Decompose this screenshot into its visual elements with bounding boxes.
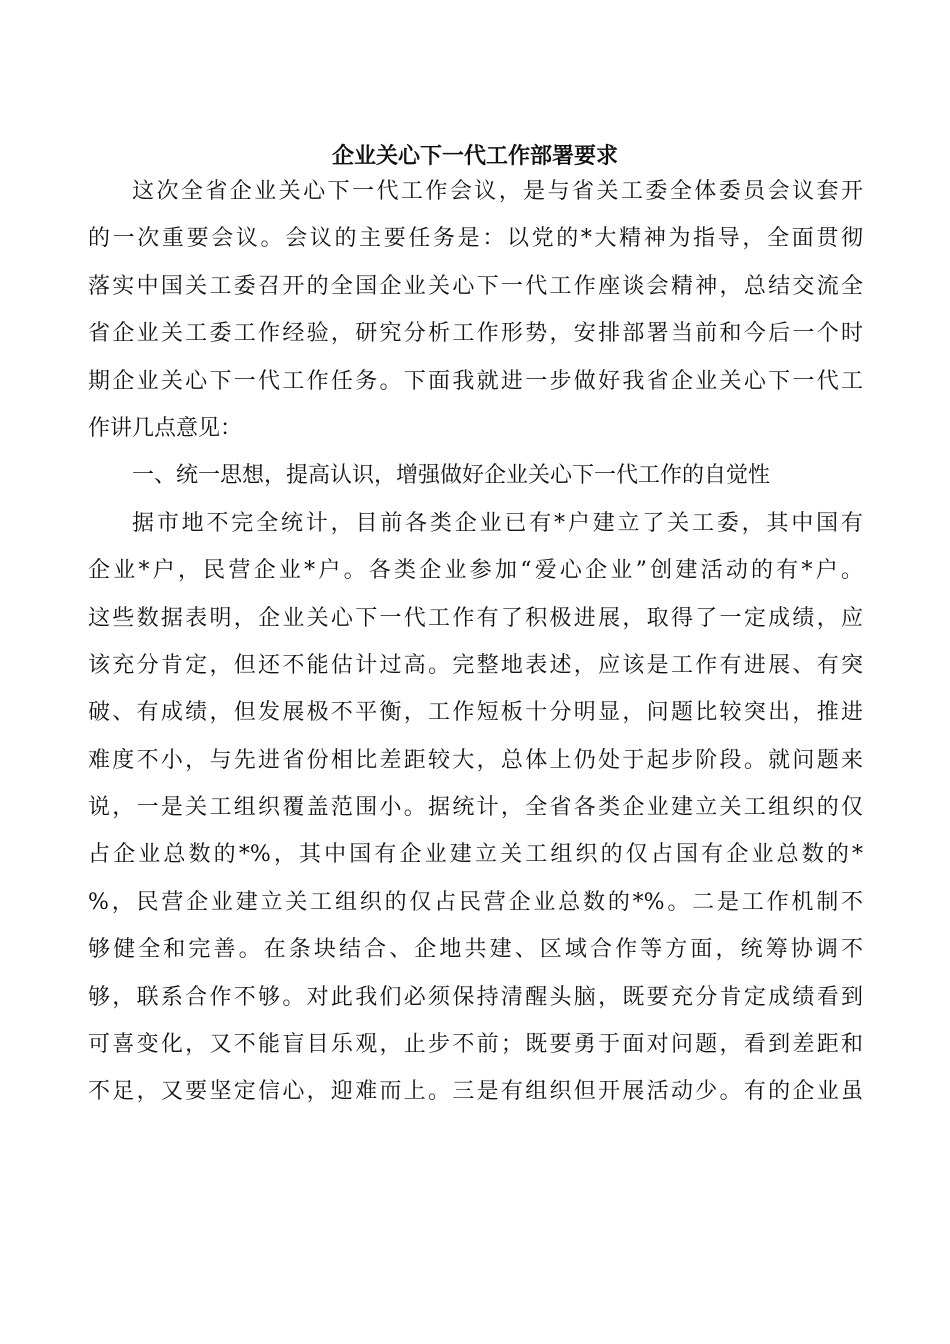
paragraph-1-line-5: 期企业关心下一代工作任务。下面我就进一步做好我省企业关心下一代工	[88, 368, 863, 394]
paragraph-1-line-3: 落实中国关工委召开的全国企业关心下一代工作座谈会精神，总结交流全	[88, 273, 863, 299]
paragraph-2-line-5: 破、有成绩，但发展极不平衡，工作短板十分明显，问题比较突出，推进	[88, 700, 863, 726]
document-title: 企业关心下一代工作部署要求	[331, 143, 618, 169]
paragraph-2-line-1: 据市地不完全统计，目前各类企业已有*户建立了关工委，其中国有	[132, 510, 863, 536]
paragraph-1-line-2: 的一次重要会议。会议的主要任务是：以党的*大精神为指导，全面贯彻	[88, 226, 863, 252]
section-heading-1: 一、统一思想，提高认识，增强做好企业关心下一代工作的自觉性	[132, 463, 771, 489]
paragraph-2-line-9: %，民营企业建立关工组织的仅占民营企业总数的*%。二是工作机制不	[88, 889, 863, 915]
paragraph-2-line-13: 不足，又要坚定信心，迎难而上。三是有组织但开展活动少。有的企业虽	[88, 1079, 863, 1105]
paragraph-1-line-6: 作讲几点意见：	[88, 415, 243, 441]
paragraph-2-line-11: 够，联系合作不够。对此我们必须保持清醒头脑，既要充分肯定成绩看到	[88, 984, 863, 1010]
paragraph-1-line-4: 省企业关工委工作经验，研究分析工作形势，安排部署当前和今后一个时	[88, 321, 863, 347]
paragraph-2-line-10: 够健全和完善。在条块结合、企地共建、区域合作等方面，统筹协调不	[88, 937, 863, 963]
paragraph-2-line-12: 可喜变化，又不能盲目乐观，止步不前；既要勇于面对问题，看到差距和	[88, 1032, 863, 1058]
paragraph-2-line-6: 难度不小，与先进省份相比差距较大，总体上仍处于起步阶段。就问题来	[88, 747, 863, 773]
paragraph-2-line-7: 说，一是关工组织覆盖范围小。据统计，全省各类企业建立关工组织的仅	[88, 795, 863, 821]
paragraph-2-line-8: 占企业总数的*%，其中国有企业建立关工组织的仅占国有企业总数的*	[88, 842, 863, 868]
paragraph-2-line-2: 企业*户，民营企业*户。各类企业参加“爱心企业”创建活动的有*户。	[88, 558, 863, 584]
document-body	[88, 168, 863, 1116]
paragraph-2-line-4: 该充分肯定，但还不能估计过高。完整地表述，应该是工作有进展、有突	[88, 652, 863, 678]
paragraph-2-line-3: 这些数据表明，企业关心下一代工作有了积极进展，取得了一定成绩，应	[88, 605, 863, 631]
paragraph-1-line-1: 这次全省企业关心下一代工作会议，是与省关工委全体委员会议套开	[132, 179, 863, 204]
